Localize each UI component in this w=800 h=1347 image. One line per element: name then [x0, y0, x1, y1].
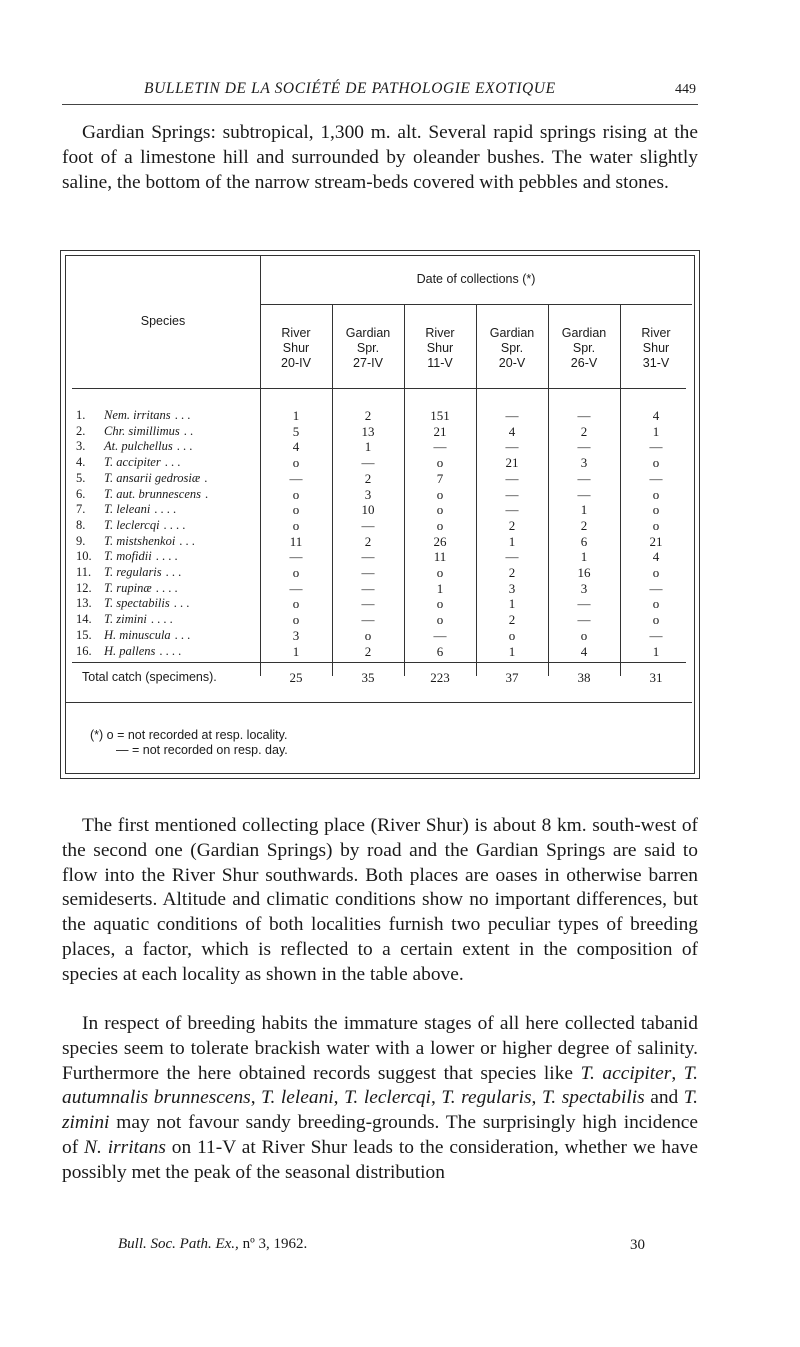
species-name: T. zimini: [104, 612, 147, 627]
species-name: H. pallens: [104, 643, 156, 658]
count-cell: o: [652, 486, 660, 502]
count-cell: 1: [508, 643, 516, 659]
count-cell: —: [649, 580, 663, 596]
species-cell: [76, 612, 261, 627]
column-header-date: 31-V: [642, 356, 670, 370]
journal-title: Bull. Soc. Path. Ex.,: [118, 1236, 239, 1252]
notes-top-rule: [66, 702, 692, 703]
species-cell: [76, 408, 261, 423]
total-cell: 31: [649, 670, 663, 685]
body-text: on 11-V at River Shur leads to the consideration, whether we have possibly met the peak of the seasonal distribution: [62, 1136, 698, 1183]
count-cell: 2: [364, 470, 372, 486]
leader-dots: . .: [183, 423, 194, 438]
table-row: [66, 408, 692, 424]
journal-issue: nº 3, 1962.: [242, 1236, 308, 1252]
count-cell: 26: [433, 533, 447, 549]
count-cell: o: [436, 455, 444, 471]
row-number: 4.: [76, 455, 86, 470]
column-header: [548, 326, 620, 371]
species-name: T. rupinæ: [104, 580, 152, 595]
column-header-date: 11-V: [427, 356, 453, 370]
species-name: T. regularis: [441, 1087, 532, 1109]
column-header-line: Gardian: [345, 326, 391, 340]
count-cell: —: [577, 596, 591, 612]
table-row: [66, 596, 692, 612]
species-name: T. mistshenkoi: [104, 533, 176, 548]
species-cell: [76, 471, 261, 486]
separator: ,: [250, 1087, 262, 1109]
count-cell: o: [364, 627, 372, 643]
count-cell: —: [577, 408, 591, 423]
body-text: In respect of breeding habits the immature stages of all here collected tabanid species seem to tolerate brackish water with a lower or higher degree of salinity. Furthermore the here obtained records suggest that species like: [62, 1013, 698, 1084]
column-header-line: River: [641, 326, 671, 340]
count-cell: 2: [580, 423, 588, 439]
leader-dots: . . . .: [163, 517, 186, 532]
table-row: [66, 487, 692, 503]
species-cell: [76, 502, 261, 517]
count-cell: —: [361, 549, 375, 565]
species-name: T. aut. brunnescens: [104, 486, 201, 501]
table-inner-frame: [65, 255, 695, 774]
count-cell: —: [577, 486, 591, 502]
count-cell: o: [652, 502, 660, 518]
column-header: [260, 326, 332, 371]
column-header: [332, 326, 404, 371]
row-number: 11.: [76, 565, 92, 579]
body-paragraph-1: [62, 814, 698, 988]
total-cell: 38: [577, 670, 591, 685]
count-cell: 1: [292, 408, 300, 423]
leader-dots: .: [205, 486, 209, 501]
count-cell: o: [436, 596, 444, 612]
column-header: [476, 326, 548, 371]
count-cell: o: [652, 612, 660, 628]
total-cell: 37: [505, 670, 519, 685]
count-cell: —: [289, 470, 303, 486]
column-header-date: 27-IV: [353, 356, 383, 370]
row-number: 15.: [76, 627, 92, 642]
count-cell: o: [436, 486, 444, 502]
count-cell: —: [361, 517, 375, 533]
count-cell: —: [361, 596, 375, 612]
count-cell: o: [292, 455, 300, 471]
species-cell: [76, 487, 261, 502]
count-cell: o: [580, 627, 588, 643]
count-cell: —: [577, 612, 591, 628]
column-header: [620, 326, 692, 371]
count-cell: 11: [433, 549, 447, 565]
column-header-line: Shur: [426, 341, 454, 355]
count-cell: 6: [580, 533, 588, 549]
species-name: T. spectabilis: [541, 1087, 645, 1109]
count-cell: 4: [652, 549, 660, 565]
species-name: T. ansarii gedrosiæ: [104, 470, 201, 485]
page-number: 449: [675, 82, 696, 97]
column-header-date: 20-V: [498, 356, 526, 370]
species-name: At. pulchellus: [104, 439, 173, 454]
leader-dots: .: [204, 470, 208, 485]
count-cell: 5: [292, 423, 300, 439]
count-cell: —: [505, 408, 519, 423]
count-cell: 1: [652, 423, 660, 439]
species-cell: [76, 644, 261, 659]
running-head: [62, 80, 698, 105]
count-cell: —: [361, 455, 375, 471]
count-cell: 1: [364, 439, 372, 455]
count-cell: 2: [580, 517, 588, 533]
table-row: [66, 628, 692, 644]
count-cell: 1: [508, 533, 516, 549]
count-cell: 1: [508, 596, 516, 612]
table-row: [66, 455, 692, 471]
leader-dots: . . .: [165, 565, 182, 579]
count-cell: —: [505, 502, 519, 518]
leader-dots: . . . .: [155, 549, 178, 564]
count-cell: 4: [652, 408, 660, 423]
species-name: T. mofidii: [104, 549, 152, 564]
table-row: [66, 518, 692, 534]
count-cell: 4: [580, 643, 588, 659]
species-cell: [76, 628, 261, 643]
count-cell: —: [505, 439, 519, 455]
row-number: 13.: [76, 596, 92, 611]
species-name: T. leleani: [104, 502, 151, 517]
intro-paragraph: [62, 121, 698, 195]
count-cell: 1: [580, 502, 588, 518]
leader-dots: . . . .: [154, 502, 177, 517]
count-cell: —: [505, 470, 519, 486]
column-header-line: Spr.: [572, 341, 596, 355]
leader-dots: . . .: [176, 439, 193, 454]
separator: and: [644, 1087, 684, 1109]
count-cell: o: [652, 455, 660, 471]
count-cell: o: [436, 565, 444, 580]
column-header-line: River: [281, 326, 311, 340]
count-cell: o: [652, 517, 660, 533]
species-cell: [76, 581, 261, 596]
table-row: [66, 565, 692, 581]
column-header-line: Spr.: [356, 341, 380, 355]
total-label: Total catch (specimens).: [82, 670, 217, 684]
count-cell: 3: [364, 486, 372, 502]
column-header-line: Spr.: [500, 341, 524, 355]
row-number: 16.: [76, 643, 92, 658]
signature-mark: 30: [630, 1237, 645, 1253]
species-name: T. accipiter: [104, 455, 161, 470]
species-name: T. regularis: [104, 565, 162, 579]
count-cell: o: [436, 517, 444, 533]
count-cell: —: [361, 565, 375, 580]
count-cell: o: [292, 596, 300, 612]
count-cell: 21: [505, 455, 519, 471]
column-header-line: River: [425, 326, 455, 340]
count-cell: 2: [508, 565, 516, 580]
species-name: T. spectabilis: [104, 596, 170, 611]
leader-dots: . . .: [179, 533, 195, 548]
count-cell: —: [505, 486, 519, 502]
table-row: [66, 502, 692, 518]
count-cell: 2: [364, 408, 372, 423]
column-header-line: Gardian: [561, 326, 607, 340]
count-cell: o: [652, 565, 660, 580]
count-cell: 3: [580, 580, 588, 596]
separator: ,: [430, 1087, 442, 1109]
count-cell: 4: [508, 423, 516, 439]
count-cell: o: [292, 565, 300, 580]
count-cell: 2: [508, 612, 516, 628]
species-name: Nem. irritans: [104, 408, 171, 422]
count-cell: 6: [436, 643, 444, 659]
row-number: 1.: [76, 408, 86, 422]
column-header-date: 20-IV: [281, 356, 311, 370]
count-cell: 2: [364, 643, 372, 659]
species-name: T. autumnalis brunnescens: [62, 1062, 698, 1109]
leader-dots: . . .: [164, 455, 181, 470]
count-cell: 10: [361, 502, 375, 518]
total-row: [66, 670, 692, 686]
row-number: 10.: [76, 549, 92, 564]
separator: ,: [333, 1087, 345, 1109]
total-cell: 35: [361, 670, 375, 685]
table-row: [66, 439, 692, 455]
count-cell: o: [436, 502, 444, 518]
count-cell: 1: [292, 643, 300, 659]
species-cell: [76, 596, 261, 611]
count-cell: —: [577, 470, 591, 486]
row-number: 7.: [76, 502, 86, 517]
row-number: 5.: [76, 470, 86, 485]
intro-text: Gardian Springs: subtropical, 1,300 m. alt. Several rapid springs rising at the foot of a limestone hill and surrounded by oleander bushes. The water slightly saline, the bottom of the narrow stream-beds covered with pebbles and stones.: [62, 122, 698, 193]
leader-dots: . . . .: [150, 612, 173, 627]
count-cell: 7: [436, 470, 444, 486]
count-cell: 1: [436, 580, 444, 596]
count-cell: 21: [433, 423, 447, 439]
journal-footer: [118, 1236, 307, 1253]
count-cell: —: [649, 627, 663, 643]
species-name: T. leclercqi: [104, 517, 160, 532]
total-top-rule: [72, 662, 686, 663]
count-cell: 3: [292, 627, 300, 643]
count-cell: o: [292, 486, 300, 502]
total-cell: 25: [289, 670, 303, 685]
count-cell: 3: [508, 580, 516, 596]
count-cell: 16: [577, 565, 591, 580]
species-name: Chr. simillimus: [104, 423, 180, 438]
row-number: 14.: [76, 612, 92, 627]
count-cell: 11: [289, 533, 303, 549]
count-cell: o: [652, 596, 660, 612]
species-name: T. leleani: [261, 1087, 334, 1109]
body-text: may not favour sandy breeding-grounds. The surprisingly high incidence of: [62, 1112, 698, 1158]
species-cell: [76, 439, 261, 454]
leader-dots: . . .: [174, 627, 191, 642]
count-cell: —: [433, 627, 447, 643]
count-cell: 1: [652, 643, 660, 659]
table-note: (*) o = not recorded at resp. locality.: [90, 728, 288, 742]
count-cell: 3: [580, 455, 588, 471]
row-number: 8.: [76, 517, 86, 532]
column-header-line: Shur: [642, 341, 670, 355]
species-header: Species: [140, 314, 186, 328]
table-row: [66, 549, 692, 565]
species-cell: [76, 455, 261, 470]
leader-dots: . . .: [174, 408, 191, 422]
row-number: 2.: [76, 423, 86, 438]
count-cell: o: [292, 612, 300, 628]
count-cell: —: [649, 439, 663, 455]
separator: ,: [531, 1087, 542, 1109]
species-name: H. minuscula: [104, 627, 171, 642]
collections-table: [60, 250, 700, 779]
count-cell: —: [577, 439, 591, 455]
table-row: [66, 581, 692, 597]
count-cell: —: [361, 612, 375, 628]
species-name: T. accipiter: [580, 1062, 672, 1084]
column-header-line: Shur: [282, 341, 310, 355]
species-name: N. irritans: [84, 1136, 166, 1158]
count-cell: o: [292, 502, 300, 518]
count-cell: —: [289, 580, 303, 596]
count-cell: —: [649, 470, 663, 486]
table-row: [66, 471, 692, 487]
leader-dots: . . .: [173, 596, 190, 611]
table-row: [66, 644, 692, 660]
count-cell: —: [361, 580, 375, 596]
count-cell: 1: [580, 549, 588, 565]
total-cell: 223: [430, 670, 450, 685]
header-bottom-rule: [72, 388, 686, 389]
species-cell: [76, 424, 261, 439]
row-number: 12.: [76, 580, 92, 595]
count-cell: 2: [508, 517, 516, 533]
row-number: 6.: [76, 486, 86, 501]
count-cell: —: [433, 439, 447, 455]
column-header-line: Gardian: [489, 326, 535, 340]
leader-dots: . . . .: [159, 643, 182, 658]
count-cell: o: [508, 627, 516, 643]
count-cell: 4: [292, 439, 300, 455]
column-header-date: 26-V: [570, 356, 598, 370]
count-cell: 2: [364, 533, 372, 549]
running-title: BULLETIN DE LA SOCIÉTÉ DE PATHOLOGIE EXOTIQUE: [144, 80, 556, 97]
count-cell: —: [289, 549, 303, 565]
count-cell: 21: [649, 533, 663, 549]
species-cell: [76, 549, 261, 564]
count-cell: —: [505, 549, 519, 565]
column-header: [404, 326, 476, 371]
species-name: T. leclercqi: [344, 1087, 431, 1109]
date-header: Date of collections (*): [416, 272, 536, 286]
count-cell: o: [436, 612, 444, 628]
table-row: [66, 612, 692, 628]
count-cell: o: [292, 517, 300, 533]
table-note: — = not recorded on resp. day.: [116, 743, 288, 757]
body-text: The first mentioned collecting place (River Shur) is about 8 km. south-west of the second one (Gardian Springs) by road and the Gardian Springs are said to flow into the River Shur southwards. Both places are oases in otherwise barren semideserts. Altitude and climatic conditions show no important differences, but the aquatic conditions of both localities furnish two peculiar types of breeding places, a factor, which is reflected to a certain extent in the composition of species at each locality as shown in the table above.: [62, 815, 698, 985]
table-row: [66, 534, 692, 550]
table-row: [66, 424, 692, 440]
body-paragraph-2: [62, 1012, 698, 1186]
count-cell: 13: [361, 423, 375, 439]
row-number: 9.: [76, 533, 86, 548]
row-number: 3.: [76, 439, 86, 454]
species-cell: [76, 518, 261, 533]
species-cell: [76, 565, 261, 580]
species-cell: [76, 534, 261, 549]
leader-dots: . . . .: [155, 580, 178, 595]
species-name: T. zimini: [62, 1087, 698, 1134]
count-cell: 151: [430, 408, 450, 423]
separator: ,: [671, 1062, 684, 1084]
